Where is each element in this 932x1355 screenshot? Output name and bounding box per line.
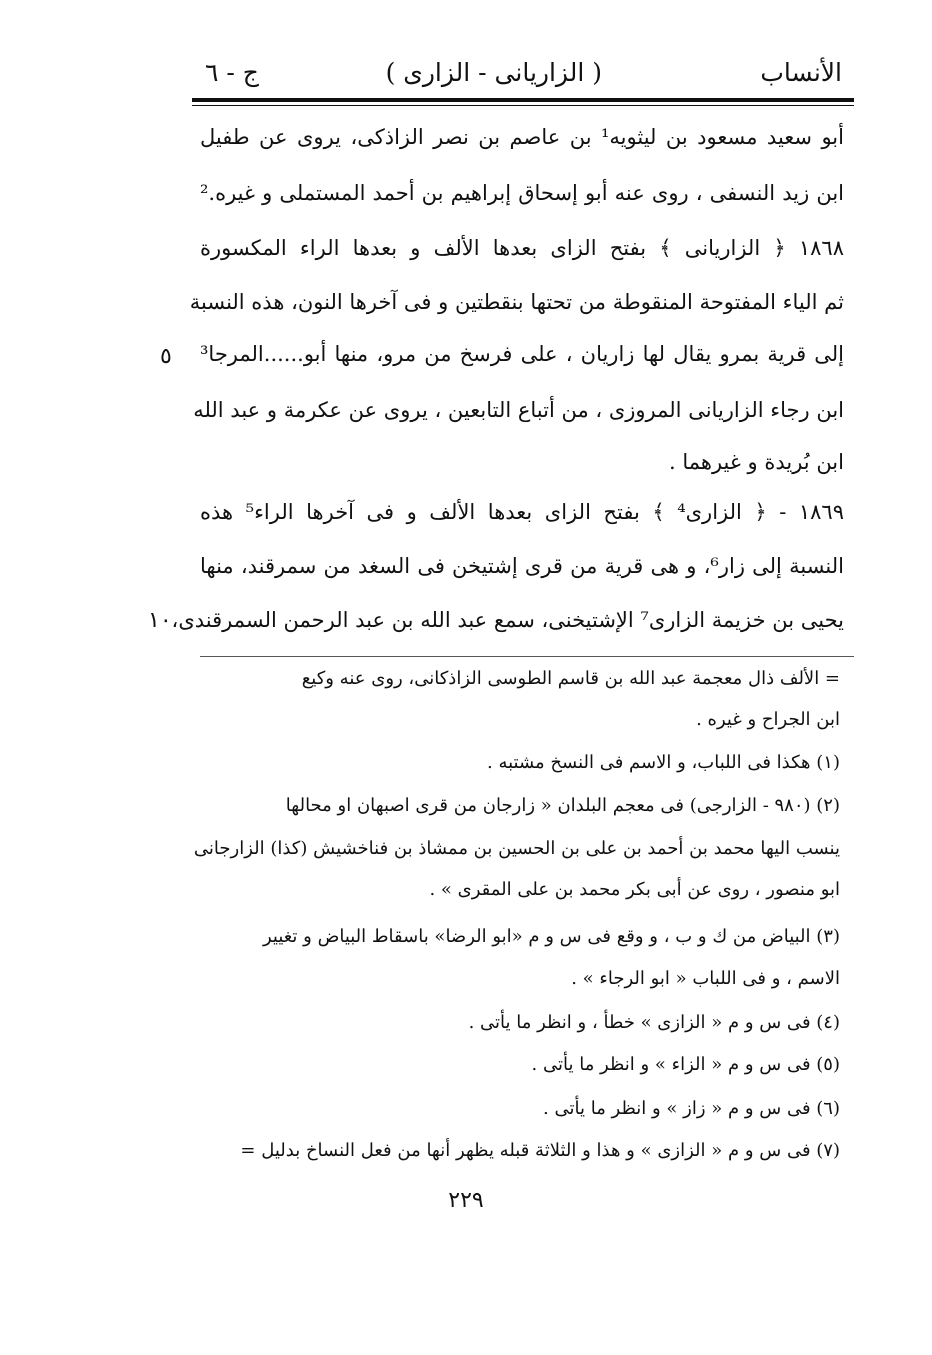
footnote-line: (٤) فى س و م « الزازى » خطأ ، و انظر ما يأتى . (468, 1012, 840, 1033)
running-head-book-title: الأنساب (760, 58, 842, 87)
running-head-section: ( الزاريانى - الزارى ) (385, 58, 602, 87)
main-text-line: أبو سعيد مسعود بن ليثويه¹ بن عاصم بن نصر الزاذكى، يروى عن طفيل (200, 125, 844, 149)
footnote-line: ابن الجراح و غيره . (696, 709, 840, 730)
main-text-line: إلى قرية بمرو يقال لها زاريان ، على فرسخ من مرو، منها أبو......المرجا³ (200, 342, 844, 366)
main-text-line: النسبة إلى زار⁶، و هى قرية من قرى إشتيخن فى السغد من سمرقند، منها (200, 554, 844, 578)
running-head-volume: ج - ٦ (205, 58, 259, 87)
header-rule-thin (192, 105, 854, 106)
footnote-line: (١) هكذا فى اللباب، و الاسم فى النسخ مشتبه . (487, 752, 840, 773)
main-text-line: ابن بُريدة و غيرهما . (668, 450, 844, 474)
line-number-marker: ٥ (160, 344, 172, 369)
entry-heading-line: ١٨٦٩ - ﴿ الزارى⁴ ﴾ بفتح الزاى بعدها الألف و فى آخرها الراء⁵ هذه (200, 500, 844, 524)
main-text-line: يحيى بن خزيمة الزارى⁷ الإشتيخنى، سمع عبد الله بن عبد الرحمن السمرقندى، (171, 608, 844, 632)
line-number-marker: ١٠ (148, 608, 172, 633)
footnote-line: (٥) فى س و م « الزاء » و انظر ما يأتى . (531, 1054, 840, 1075)
main-text-line: ابن زيد النسفى ، روى عنه أبو إسحاق إبراهيم بن أحمد المستملى و غيره.² (200, 181, 844, 205)
footnote-line: = الألف ذال معجمة عبد الله بن قاسم الطوسى الزاذكانى، روى عنه وكيع (301, 668, 840, 689)
footnote-line: (٧) فى س و م « الزازى » و هذا و الثلاثة قبله يظهر أنها من فعل النساخ بدليل = (240, 1140, 840, 1161)
footnote-separator (200, 656, 854, 657)
main-text-line: ابن رجاء الزاريانى المروزى ، من أتباع التابعين ، يروى عن عكرمة و عبد الله (193, 398, 844, 422)
page-number: ٢٢٩ (448, 1188, 484, 1213)
main-text-line: ثم الياء المفتوحة المنقوطة من تحتها بنقطتين و فى آخرها النون، هذه النسبة (189, 290, 844, 314)
footnote-line: (٢) (٩٨٠ - الزارجى) فى معجم البلدان « زارجان من قرى اصبهان او محالها (285, 795, 840, 816)
entry-heading-line: ١٨٦٨ ﴿ الزاريانى ﴾ بفتح الزاى بعدها الألف و بعدها الراء المكسورة (200, 236, 844, 260)
footnote-line: الاسم ، و فى اللباب « ابو الرجاء » . (571, 968, 840, 989)
footnote-line: ابو منصور ، روى عن أبى بكر محمد بن على المقرى » . (429, 879, 840, 900)
footnote-line: ينسب اليها محمد بن أحمد بن على بن الحسين بن ممشاذ بن فناخشيش (كذا) الزارجانى (193, 838, 840, 859)
footnote-line: (٣) البياض من ك و ب ، و وقع فى س و م «ابو الرضا» باسقاط البياض و تغيير (262, 926, 840, 947)
footnote-line: (٦) فى س و م « زاز » و انظر ما يأتى . (543, 1098, 840, 1119)
header-rule-thick (192, 98, 854, 102)
